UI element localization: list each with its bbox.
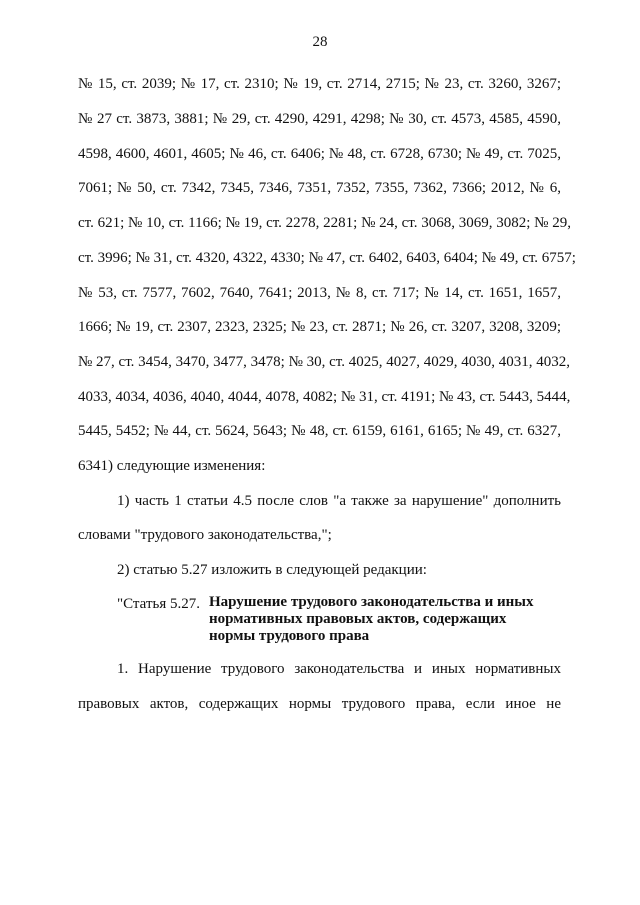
amendment-item-1: 1) часть 1 статьи 4.5 после слов "а также за нарушение" дополнить: [117, 493, 561, 509]
clause-1-continued: правовых актов, содержащих нормы трудового права, если иное не: [78, 696, 561, 712]
body-line: 4033, 4034, 4036, 4040, 4044, 4078, 4082; № 31, ст. 4191; № 43, ст. 5443, 5444,: [78, 389, 571, 405]
amendment-item-2: 2) статью 5.27 изложить в следующей редакции:: [117, 562, 427, 578]
article-title-line: нормы трудового права: [209, 628, 370, 644]
article-title-line: нормативных правовых актов, содержащих: [209, 611, 507, 627]
page-number: 28: [312, 34, 328, 50]
body-line: № 27, ст. 3454, 3470, 3477, 3478; № 30, ст. 4025, 4027, 4029, 4030, 4031, 4032,: [78, 354, 570, 370]
article-title: [209, 594, 569, 645]
body-line: ст. 621; № 10, ст. 1166; № 19, ст. 2278, 2281; № 24, ст. 3068, 3069, 3082; № 29,: [78, 215, 571, 231]
body-line: 5445, 5452; № 44, ст. 5624, 5643; № 48, ст. 6159, 6161, 6165; № 49, ст. 6327,: [78, 423, 561, 439]
amendment-item-1-continued: словами "трудового законодательства,";: [78, 527, 332, 543]
body-line: 4598, 4600, 4601, 4605; № 46, ст. 6406; № 48, ст. 6728, 6730; № 49, ст. 7025,: [78, 146, 561, 162]
article-title-line: Нарушение трудового законодательства и иных: [209, 594, 534, 610]
body-line: 1666; № 19, ст. 2307, 2323, 2325; № 23, ст. 2871; № 26, ст. 3207, 3208, 3209;: [78, 319, 561, 335]
body-line: 6341) следующие изменения:: [78, 458, 266, 474]
clause-1: 1. Нарушение трудового законодательства и иных нормативных: [117, 661, 561, 677]
body-line: № 53, ст. 7577, 7602, 7640, 7641; 2013, № 8, ст. 717; № 14, ст. 1651, 1657,: [78, 285, 561, 301]
body-line: ст. 3996; № 31, ст. 4320, 4322, 4330; № 47, ст. 6402, 6403, 6404; № 49, ст. 6757;: [78, 250, 576, 266]
body-line: 7061; № 50, ст. 7342, 7345, 7346, 7351, 7352, 7355, 7362, 7366; 2012, № 6,: [78, 180, 561, 196]
article-label: "Статья 5.27.: [117, 596, 200, 612]
body-line: № 15, ст. 2039; № 17, ст. 2310; № 19, ст. 2714, 2715; № 23, ст. 3260, 3267;: [78, 76, 561, 92]
body-line: № 27 ст. 3873, 3881; № 29, ст. 4290, 4291, 4298; № 30, ст. 4573, 4585, 4590,: [78, 111, 561, 127]
